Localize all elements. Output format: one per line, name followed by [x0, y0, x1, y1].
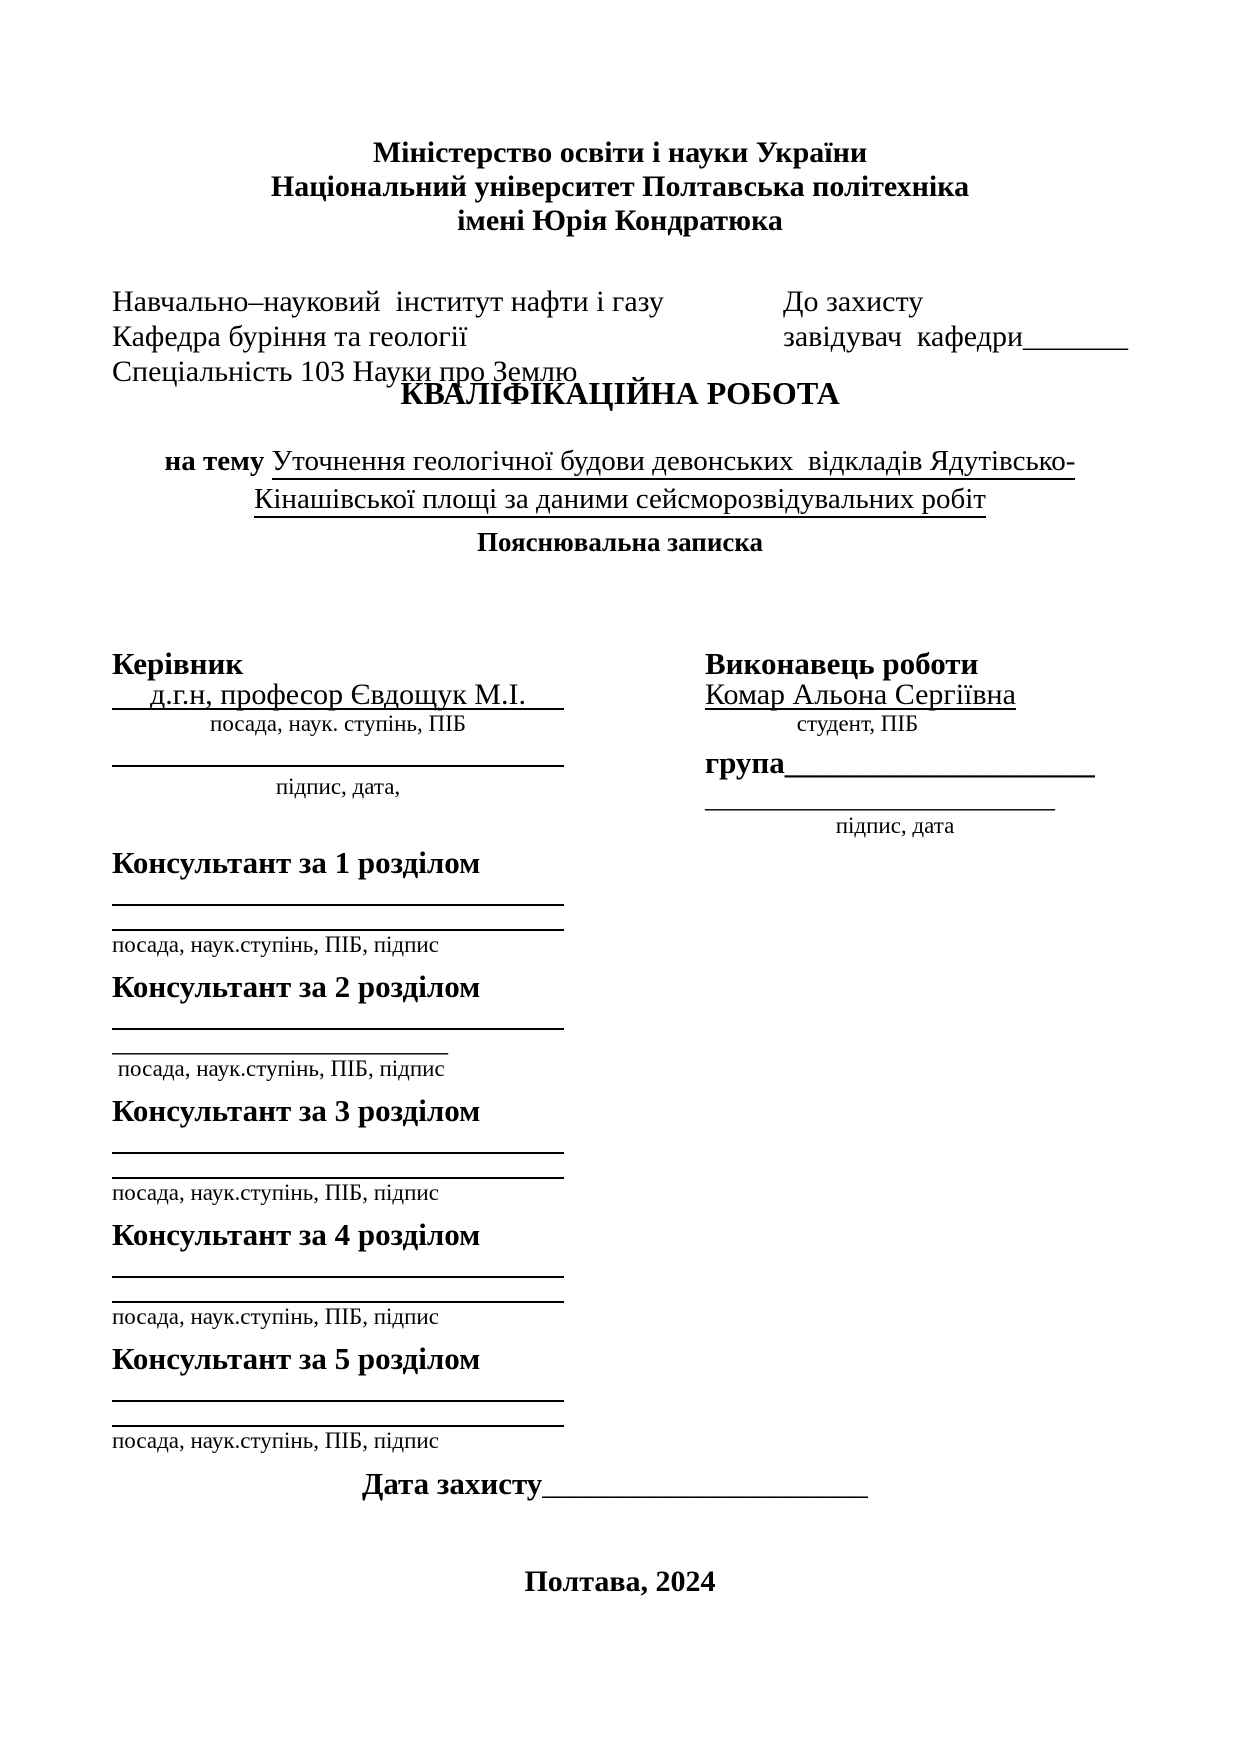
executor-name-row — [705, 678, 1097, 711]
head-of-department-line — [783, 319, 1128, 354]
consultant-line-1 — [112, 1128, 564, 1154]
head-of-department-blank: _______ — [1023, 320, 1129, 353]
explanatory-note-subtitle: Пояснювальна записка — [476, 527, 764, 557]
group-blank: ____________________ — [784, 745, 1095, 780]
supervisor-caption-signature: підпис, дата, — [275, 774, 401, 799]
consultant-block — [112, 1094, 564, 1206]
consultant-line-2 — [112, 1278, 564, 1303]
department-line: Кафедра буріння та геології — [112, 320, 468, 353]
consultant-heading: Консультант за 3 розділом — [112, 1093, 481, 1128]
consultant-line-2 — [112, 1402, 564, 1427]
supervisor-caption-position: посада, наук. ступінь, ПІБ — [210, 711, 466, 736]
defense-date-blank: _____________________ — [542, 1466, 868, 1501]
consultant-line-2 — [112, 1154, 564, 1179]
executor-block — [705, 646, 1097, 839]
consultant-block — [112, 1342, 564, 1454]
supervisor-heading: Керівник — [112, 646, 244, 681]
theme-block — [0, 442, 1240, 518]
group-row — [705, 745, 1097, 780]
defense-date-row — [362, 1466, 868, 1502]
consultant-line-2: ________________________ — [112, 1030, 448, 1055]
executor-name: Комар Альона Сергіївна — [705, 678, 1016, 711]
institute-line: Навчально–науковий інститут нафти і газу — [112, 285, 664, 318]
consultants-section — [112, 846, 564, 1454]
consultant-line-1 — [112, 1252, 564, 1278]
theme-prefix: на тему — [164, 445, 272, 477]
consultant-heading: Консультант за 1 розділом — [112, 845, 481, 880]
executor-caption-signature: підпис, дата — [835, 813, 955, 838]
consultant-caption: посада, наук.ступінь, ПІБ, підпис — [112, 1304, 439, 1329]
theme-line-1 — [0, 442, 1240, 480]
consultant-heading: Консультант за 2 розділом — [112, 969, 481, 1004]
consultant-caption: посада, наук.ступінь, ПІБ, підпис — [112, 1428, 439, 1453]
theme-text-1: Уточнення геологічної будови девонських відкладів Ядутівсько- — [272, 445, 1076, 480]
consultant-line-2 — [112, 906, 564, 931]
supervisor-name-line: д.г.н, професор Євдощук М.І. — [112, 682, 564, 710]
specialty-line: Спеціальність 103 Науки про Землю — [112, 355, 578, 388]
consultant-block — [112, 846, 564, 958]
consultant-heading: Консультант за 5 розділом — [112, 1341, 481, 1376]
consultant-caption: посада, наук.ступінь, ПІБ, підпис — [112, 1056, 445, 1081]
university-line: Національний університет Полтавська політехніка — [270, 170, 970, 203]
consultant-heading: Консультант за 4 розділом — [112, 1217, 481, 1252]
consultant-line-1 — [112, 1376, 564, 1402]
executor-heading: Виконавець роботи — [705, 646, 979, 681]
consultant-line-1 — [112, 880, 564, 906]
consultant-caption: посада, наук.ступінь, ПІБ, підпис — [112, 1180, 439, 1205]
page-title: КВАЛІФІКАЦІЙНА РОБОТА — [400, 375, 840, 411]
consultant-block — [112, 970, 564, 1082]
executor-signature-line: _________________________ — [705, 783, 1055, 814]
to-defense-line: До захисту — [783, 285, 924, 318]
ministry-line: Міністерство освіти і науки України — [372, 136, 868, 169]
consultant-block — [112, 1218, 564, 1330]
supervisor-block — [112, 646, 564, 800]
defense-date-label: Дата захисту — [362, 1466, 543, 1501]
consultant-caption: посада, наук.ступінь, ПІБ, підпис — [112, 932, 439, 957]
head-of-department-label: завідувач кафедри — [783, 320, 1024, 353]
group-label: група — [705, 745, 785, 780]
supervisor-signature-line — [112, 737, 564, 767]
ministry-header — [0, 136, 1240, 238]
city-year-footer: Полтава, 2024 — [524, 1565, 716, 1598]
executor-caption-student: студент, ПІБ — [796, 711, 919, 736]
consultant-line-1 — [112, 1004, 564, 1030]
defense-approval — [783, 284, 1128, 354]
university-name-line: імені Юрія Кондратюка — [457, 204, 783, 237]
theme-text-2: Кінашівської площі за даними сейсморозвідувальних робіт — [254, 483, 986, 518]
theme-line-2 — [0, 480, 1240, 518]
